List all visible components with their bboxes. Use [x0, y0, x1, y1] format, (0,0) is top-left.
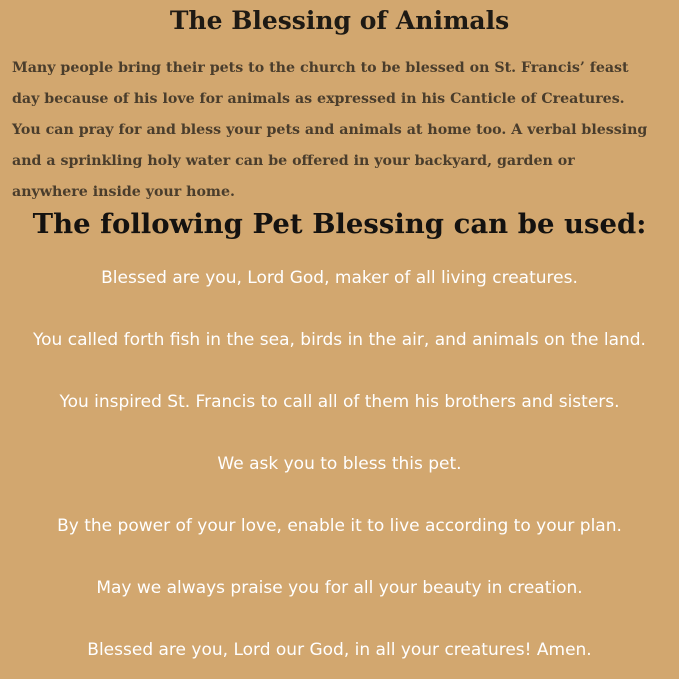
page-title: The Blessing of Animals — [169, 6, 510, 35]
intro-line: Many people bring their pets to the church to be blessed on St. Francis’ feast — [12, 60, 629, 76]
intro-line: anywhere inside your home. — [12, 184, 235, 200]
blessing-line: We ask you to bless this pet. — [217, 454, 462, 474]
blessing-line: Blessed are you, Lord God, maker of all living creatures. — [101, 268, 578, 288]
intro-paragraph — [12, 53, 672, 208]
blessing-heading: The following Pet Blessing can be used: — [32, 208, 647, 240]
blessing-line: Blessed are you, Lord our God, in all your creatures! Amen. — [87, 640, 592, 660]
blessing-line: You called forth fish in the sea, birds in the air, and animals on the land. — [33, 330, 646, 350]
blessing-line: By the power of your love, enable it to live according to your plan. — [57, 516, 622, 536]
blessing-line: You inspired St. Francis to call all of them his brothers and sisters. — [59, 392, 620, 412]
intro-line: and a sprinkling holy water can be offered in your backyard, garden or — [12, 153, 575, 169]
intro-line: day because of his love for animals as expressed in his Canticle of Creatures. — [12, 91, 625, 107]
intro-line: You can pray for and bless your pets and animals at home too. A verbal blessing — [12, 122, 648, 138]
blessing-line: May we always praise you for all your beauty in creation. — [96, 578, 583, 598]
